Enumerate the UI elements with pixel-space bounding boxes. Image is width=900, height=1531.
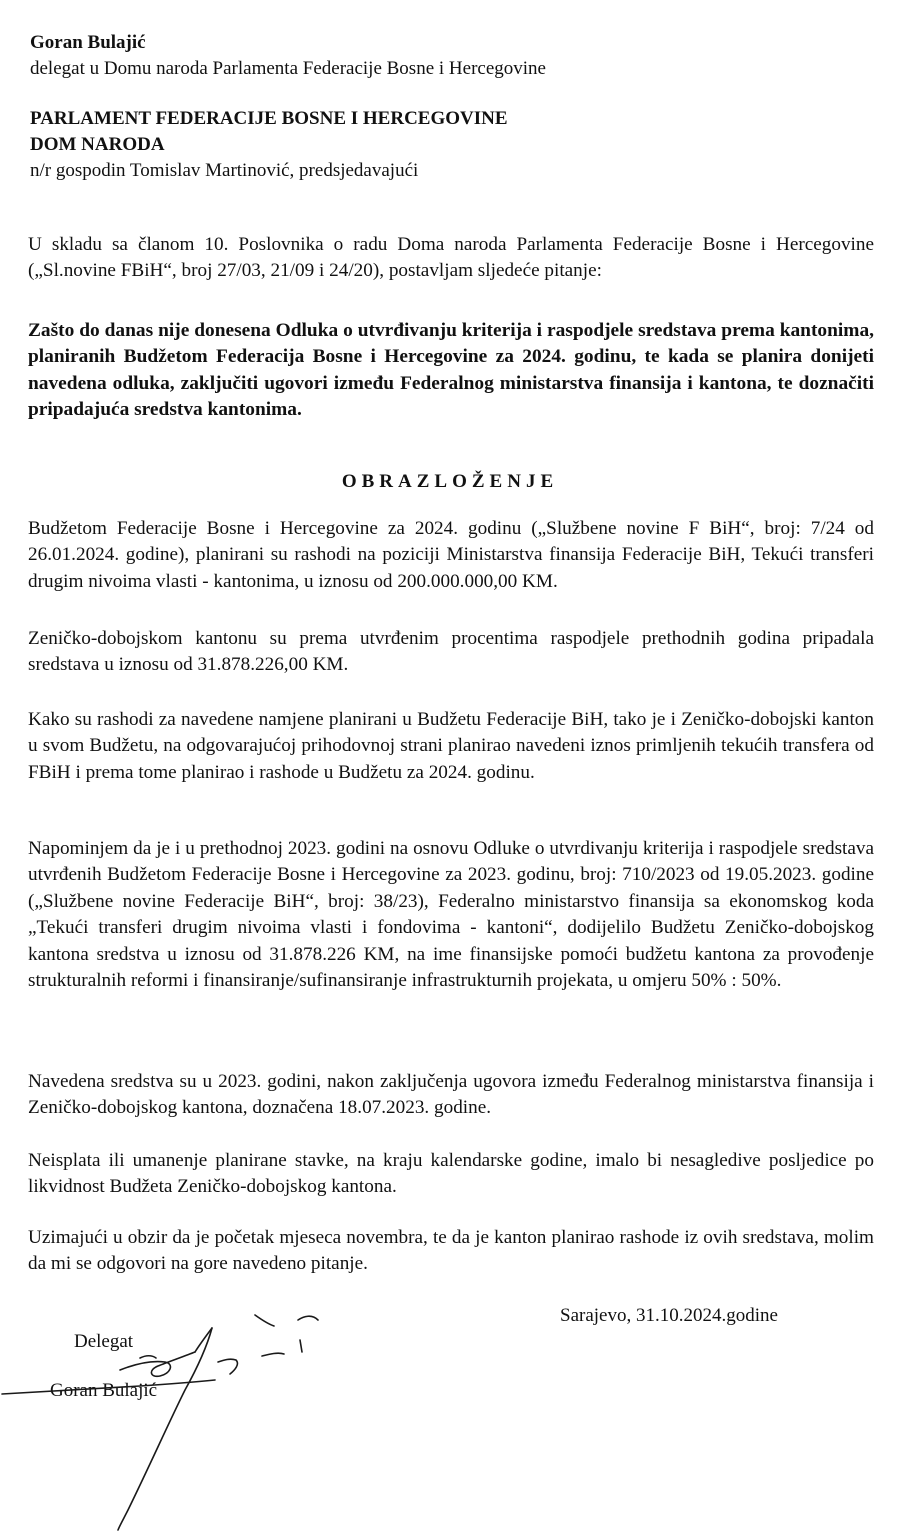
place-date: Sarajevo, 31.10.2024.godine xyxy=(560,1305,778,1326)
handwritten-signature xyxy=(0,1300,340,1531)
recipient-attention: n/r gospodin Tomislav Martinović, predsjedavajući xyxy=(30,160,419,181)
paragraph-4: Napominjem da je i u prethodnoj 2023. godini na osnovu Odluke o utvrdivanju kriterija i raspodjele sredstava utvrđenih Budžetom Federacije Bosne i Hercegovine za 2023. godinu, broj: 710/2023 od 19.05.2023. godine („Službene novine Federacije BiH“, broj: 38/23), Federalno ministarstvo finansija sa ekonomskog koda „Tekući transferi drugim nivoima vlasti i fondovima - kantoni“, dodijelilo Budžetu Zeničko-dobojskog kantona sredstva u iznosu od 31.878.226 KM, na ime finansijske pomoći budžetu kantona za provođenje strukturalnih reformi i finansiranje/sufinansiranje infrastrukturnih projekata, u omjeru 50% : 50%. xyxy=(28,838,874,992)
signature-title: Delegat xyxy=(74,1331,134,1352)
question-paragraph: Zašto do danas nije donesena Odluka o utvrđivanju kriterija i raspodjele sredstava prema kantonima, planiranih Budžetom Federacija Bosne i Hercegovine za 2024. godinu, te kada se planira donijeti navedena odluka, zaključiti ugovori između Federalnog ministarstva finansija i kantona, te doznačiti pripadajuća sredstva kantonima. xyxy=(28,320,874,421)
intro-paragraph: U skladu sa članom 10. Poslovnika o radu Doma naroda Parlamenta Federacije Bosne i Hercegovine („Sl.novine FBiH“, broj 27/03, 21/09 i 24/20), postavljam sljedeće pitanje: xyxy=(28,234,874,282)
paragraph-5: Navedena sredstva su u 2023. godini, nakon zaključenja ugovora između Federalnog ministarstva finansija i Zeničko-dobojskog kantona, doznačena 18.07.2023. godine. xyxy=(28,1071,874,1119)
recipient-body: DOM NARODA xyxy=(30,134,165,155)
paragraph-2: Zeničko-dobojskom kantonu su prema utvrđenim procentima raspodjele prethodnih godina pripadala sredstava u iznosu od 31.878.226,00 KM. xyxy=(28,628,874,676)
signature-name: Goran Bulajić xyxy=(50,1380,158,1401)
sender-role: delegat u Domu naroda Parlamenta Federacije Bosne i Hercegovine xyxy=(30,58,546,79)
paragraph-7: Uzimajući u obzir da je početak mjeseca novembra, te da je kanton planirao rashode iz ovih sredstava, molim da mi se odgovori na gore navedeno pitanje. xyxy=(28,1227,874,1275)
paragraph-3: Kako su rashodi za navedene namjene planirani u Budžetu Federacije BiH, tako je i Zeničko-dobojski kanton u svom Budžetu, na odgovarajućoj prihodovnoj strani planirao navedeni iznos primljenih tekućih transfera od FBiH i prema tome planirao i rashode u Budžetu za 2024. godinu. xyxy=(28,709,874,783)
recipient-institution: PARLAMENT FEDERACIJE BOSNE I HERCEGOVINE xyxy=(30,108,508,129)
sender-name: Goran Bulajić xyxy=(30,32,146,53)
section-heading: OBRAZLOŽENJE xyxy=(341,471,559,492)
paragraph-6: Neisplata ili umanenje planirane stavke, na kraju kalendarske godine, imalo bi nesagledive posljedice po likvidnost Budžeta Zeničko-dobojskog kantona. xyxy=(28,1150,874,1198)
paragraph-1: Budžetom Federacije Bosne i Hercegovine za 2024. godinu („Službene novine F BiH“, broj: 7/24 od 26.01.2024. godine), planirani su rashodi na poziciji Ministarstva finansija Federacije BiH, Tekući transferi drugim nivoima vlasti - kantonima, u iznosu od 200.000.000,00 KM. xyxy=(28,518,874,592)
